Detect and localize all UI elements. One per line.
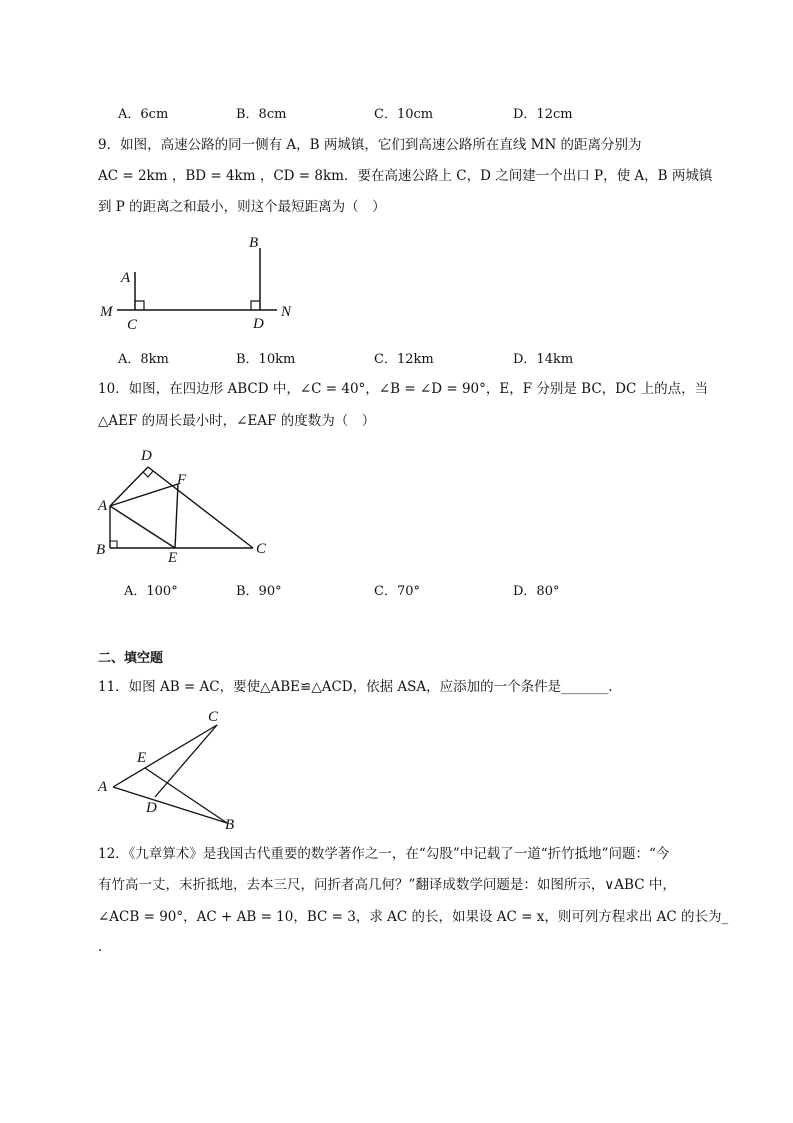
q8-option-c: C．10cm	[374, 107, 434, 122]
q11-segment-ac	[113, 725, 217, 787]
q11-segment-cd	[155, 725, 217, 797]
q8-option-d: D．12cm	[513, 107, 573, 122]
q10-label-b: B	[96, 542, 106, 558]
q10-option-c: C．70°	[374, 584, 420, 599]
q10-label-e: E	[168, 550, 178, 566]
q9-right-angle-c	[135, 301, 144, 310]
q11-text-line1: 11．如图 AB = AC，要使△ABE≌△ACD，依据 ASA，应添加的一个条件是_______．	[98, 679, 622, 695]
q9-label-b: B	[249, 235, 259, 251]
q11-label-d: D	[146, 800, 157, 816]
q12-text-line1: 12．《九章算术》是我国古代重要的数学著作之一，在“勾股”中记载了一道“折竹抵地”问题：“今	[98, 846, 670, 862]
q9-option-b: B．10km	[236, 352, 296, 367]
q9-label-a: A	[121, 270, 131, 286]
q9-text-line3: 到 P 的距离之和最小，则这个最短距离为（ ）	[98, 199, 386, 215]
q9-label-c: C	[127, 317, 138, 333]
q11-label-a: A	[98, 779, 108, 795]
q10-label-f: F	[177, 472, 187, 488]
q10-option-a: A．100°	[124, 584, 178, 599]
q8-option-a: A．6cm	[118, 107, 169, 122]
q10-segment-ae	[110, 506, 175, 548]
q10-segment-fe	[175, 484, 178, 548]
q10-segment-dc	[148, 467, 253, 548]
q9-label-n: N	[281, 304, 292, 320]
q10-right-angle-b	[110, 541, 117, 548]
q10-label-c: C	[256, 541, 267, 557]
q9-text-line2: AC = 2km ，BD = 4km ，CD = 8km．要在高速公路上 C，D 之间建一个出口 P，使 A，B 两城镇	[98, 168, 713, 184]
q10-text-line2: △AEF 的周长最小时，∠EAF 的度数为（ ）	[98, 413, 376, 429]
q9-option-d: D．14km	[513, 352, 574, 367]
q11-label-c: C	[208, 709, 219, 725]
q8-option-b: B．8cm	[236, 107, 287, 122]
q10-option-d: D．80°	[513, 584, 560, 599]
q11-label-b: B	[225, 817, 235, 833]
q10-text-line1: 10．如图，在四边形 ABCD 中，∠C = 40°，∠B = ∠D = 90°，E，F 分别是 BC，DC 上的点，当	[98, 381, 709, 397]
q9-option-a: A．8km	[118, 352, 169, 367]
q9-label-m: M	[100, 304, 113, 320]
q11-segment-be	[145, 768, 227, 823]
q10-option-b: B．90°	[236, 584, 282, 599]
q11-segment-ab	[113, 787, 227, 823]
q10-figure	[95, 440, 285, 570]
q10-label-d: D	[141, 448, 152, 464]
q9-right-angle-d	[251, 301, 260, 310]
q12-text-line4: .	[98, 939, 103, 955]
q9-option-c: C．12km	[374, 352, 434, 367]
q11-label-e: E	[137, 750, 147, 766]
q9-figure	[95, 230, 295, 333]
q12-text-line2: 有竹高一丈，末折抵地，去本三尺，问折者高几何？”翻译成数学问题是：如图所示，∨ABC 中，	[98, 877, 676, 893]
q11-figure	[95, 705, 245, 833]
q9-text-line1: 9．如图，高速公路的同一侧有 A，B 两城镇，它们到高速公路所在直线 MN 的距离分别为	[98, 137, 642, 153]
q9-label-d: D	[253, 316, 264, 332]
q10-label-a: A	[98, 498, 108, 514]
q10-right-angle-d	[143, 471, 153, 477]
section-title-fill-in: 二、填空题	[98, 651, 164, 666]
q12-text-line3: ∠ACB = 90°，AC + AB = 10，BC = 3，求 AC 的长，如果设 AC = x，则可列方程求出 AC 的长为_	[98, 909, 729, 925]
